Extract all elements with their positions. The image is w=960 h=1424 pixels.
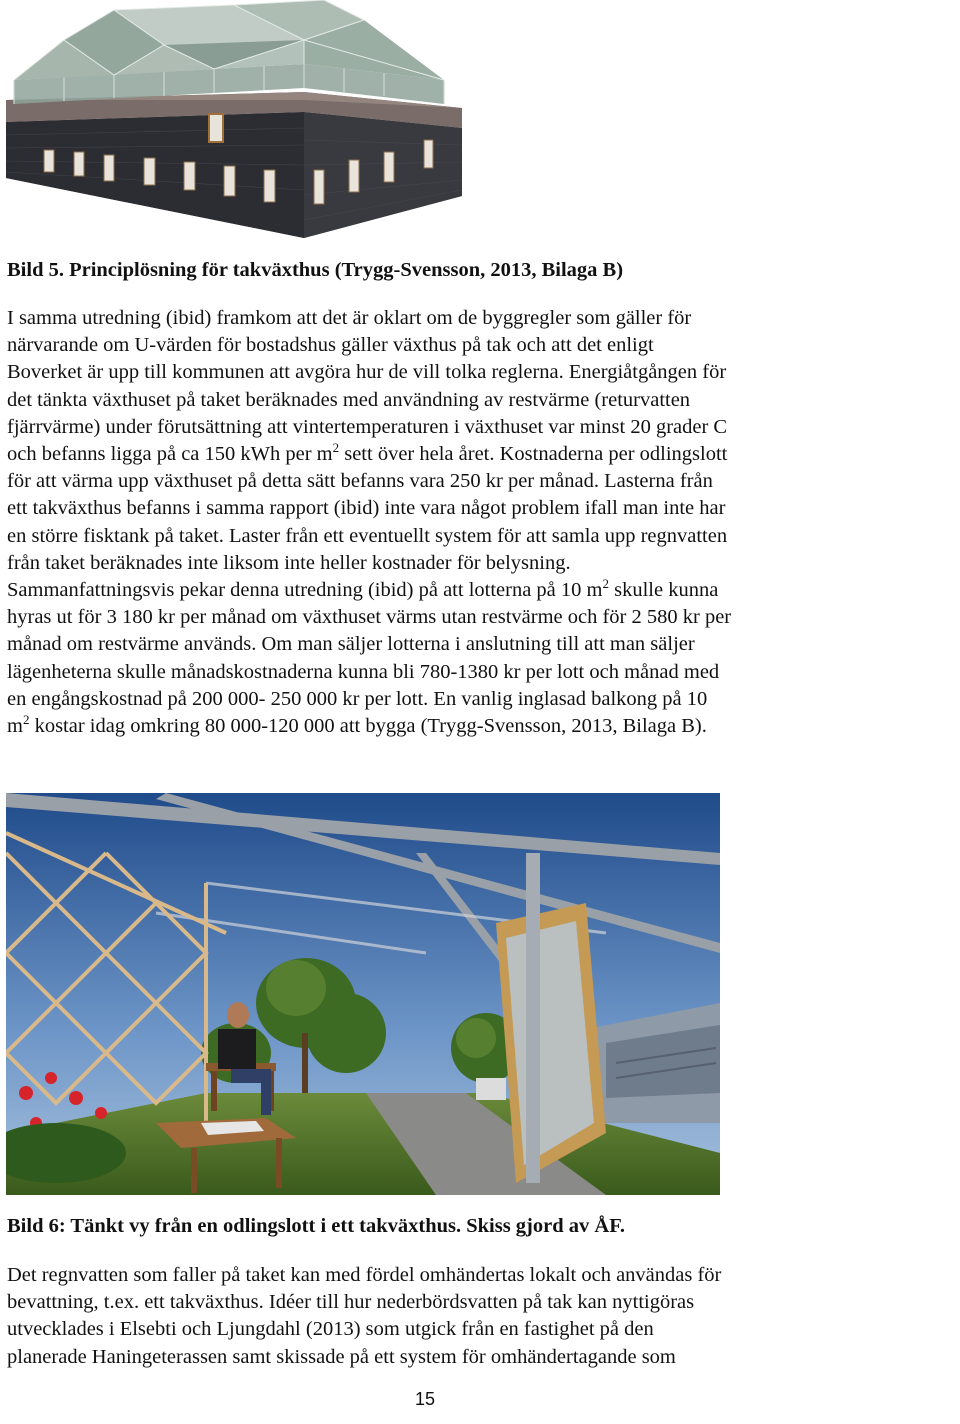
text-line: I samma utredning (ibid) framkom att det är oklart om de byggregler som gäller för (7, 307, 692, 329)
text-line: bevattning, t.ex. ett takväxthus. Idéer till hur nederbördsvatten på tak kan nyttigöras (7, 1291, 695, 1314)
text-line: närvarande om U-värden för bostadshus gäller växthus på tak och att det enligt (7, 334, 654, 357)
superscript: 2 (22, 712, 30, 728)
body-paragraph-1 (7, 305, 947, 740)
figure-5-greenhouse-rendering (4, 0, 464, 240)
text-line: Boverket är upp till kommunen att avgöra hur de vill tolka reglerna. Energiåtgången för (7, 361, 727, 384)
superscript: 2 (602, 576, 609, 592)
figure-6-greenhouse-interior (6, 793, 720, 1195)
text-line: planerade Haningeterassen samt skissade på ett system för omhändertagande som (7, 1345, 676, 1368)
figure-6-caption: Bild 6: Tänkt vy från en odlingslott i ett takväxthus. Skiss gjord av ÅF. (7, 1215, 625, 1237)
text-line: det tänkta växthuset på taket beräknades med användning av restvärme (returvatten (7, 388, 691, 411)
text-line: Det regnvatten som faller på taket kan med fördel omhändertas lokalt och användas för (7, 1264, 722, 1286)
text-line: fjärrvärme) under förutsättning att vintertemperaturen i växthuset var minst 20 grader C (7, 415, 728, 438)
text-line: en engångskostnad på 200 000- 250 000 kr per lott. En vanlig inglasad balkong på 10 (7, 687, 708, 710)
text-line: för att värma upp växthuset på detta sätt befanns vara 250 kr per månad. Lasterna från (7, 470, 713, 493)
figure-5-caption: Bild 5. Principlösning för takväxthus (Trygg-Svensson, 2013, Bilaga B) (7, 259, 624, 281)
text-line: Sammanfattningsvis pekar denna utredning (ibid) på att lotterna på 10 $m^2$ skulle kunna (7, 576, 719, 602)
text-line: utvecklades i Elsebti och Ljungdahl (2013) som utgick från en fastighet på den (7, 1318, 654, 1341)
text-line: hyras ut för 3 180 kr per månad om växthuset värms utan restvärme och för 2 580 kr per (7, 606, 732, 629)
text-line: månad om restvärme används. Om man säljer lotterna i anslutning till att man säljer (7, 633, 695, 656)
text-line: ett takväxthus befanns i samma rapport (ibid) inte vara något problem ifall man inte har (7, 497, 726, 520)
text-line: och befanns ligga på ca 150 kWh per $m^2$ sett över hela året. Kostnaderna per odlingslott (7, 440, 728, 466)
text-line: lägenheterna skulle månadskostnaderna kunna bli 780-1380 kr per lott och månad med (7, 660, 720, 683)
superscript: 2 (332, 440, 340, 456)
text-line: från taket beräknades inte liksom inte heller kostnader för belysning. (7, 551, 571, 574)
body-paragraph-2 (7, 1262, 947, 1371)
page-number: 15 (414, 1389, 436, 1409)
text-line: $m^2$ kostar idag omkring 80 000-120 000 att bygga (Trygg-Svensson, 2013, Bilaga B). (7, 712, 707, 738)
text-line: en större fisktank på taket. Laster från ett eventuellt system för att samla upp regnvatten (7, 524, 728, 547)
